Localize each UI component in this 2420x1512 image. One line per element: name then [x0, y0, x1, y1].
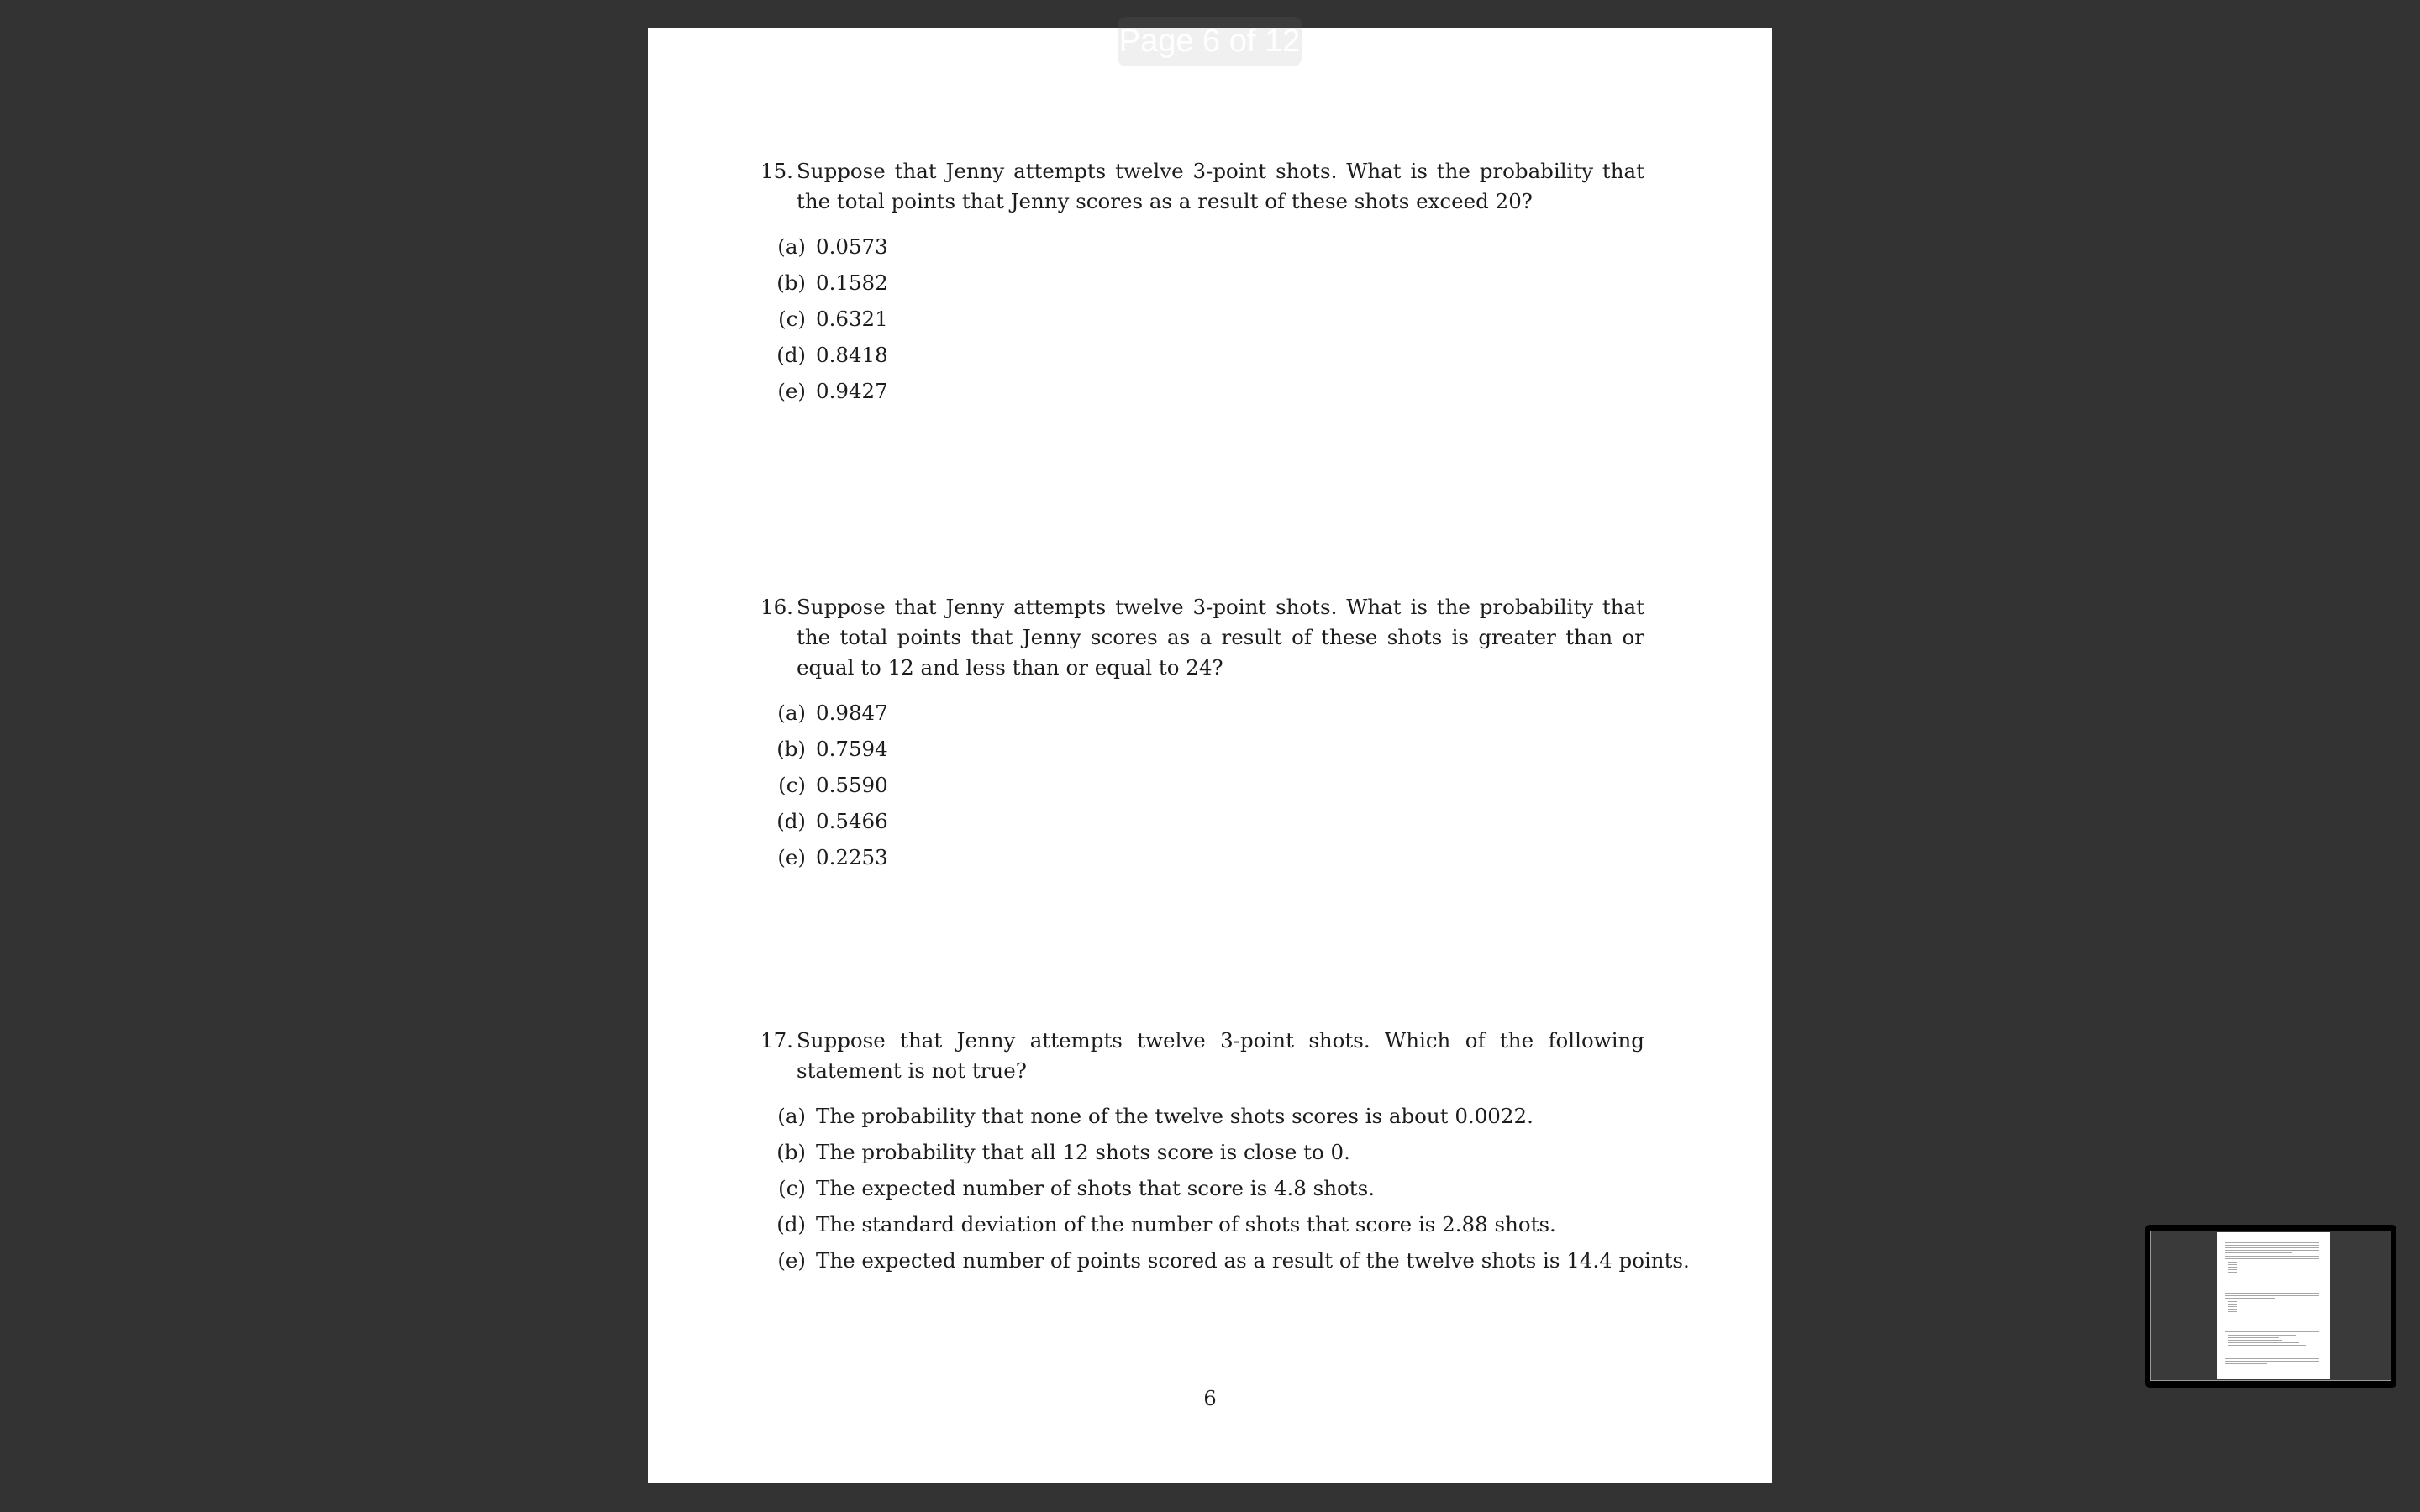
thumbnail-viewport[interactable] [2150, 1231, 2391, 1381]
option-text: 0.8418 [816, 343, 888, 367]
answer-options [760, 695, 1644, 875]
answer-option [760, 265, 1644, 301]
thumbnail-page-icon[interactable] [2217, 1232, 2330, 1379]
question-stem [760, 1026, 1644, 1086]
option-letter: (a) [777, 701, 806, 725]
document-page [648, 28, 1772, 1483]
option-letter: (c) [778, 1176, 806, 1200]
question-17 [760, 1026, 1690, 1278]
option-letter: (e) [777, 1248, 806, 1273]
answer-option [760, 1098, 1644, 1134]
option-text: 0.7594 [816, 737, 888, 761]
option-text: 0.6321 [816, 307, 888, 331]
answer-option [760, 731, 1644, 767]
answer-options [760, 1098, 1690, 1278]
question-number: 17. [760, 1028, 793, 1053]
question-number: 15. [760, 159, 793, 183]
answer-option [760, 1134, 1644, 1170]
option-letter: (c) [778, 773, 806, 797]
answer-option [760, 695, 1644, 731]
option-letter: (d) [776, 1212, 806, 1236]
option-letter: (d) [776, 343, 806, 367]
answer-option [760, 337, 1644, 373]
option-text: 0.9427 [816, 379, 888, 403]
option-text: 0.5466 [816, 809, 888, 833]
option-letter: (c) [778, 307, 806, 331]
answer-options [760, 228, 1644, 409]
option-letter: (e) [777, 845, 806, 869]
option-letter: (b) [776, 737, 806, 761]
option-text: 0.0573 [816, 234, 888, 259]
question-text: Suppose that Jenny attempts twelve 3-point shots. What is the probability that the total points that Jenny scores as a result of these shots is greater than or equal to 12 and less than or equal to 24? [797, 595, 1644, 680]
answer-option [760, 1206, 1644, 1242]
question-16 [760, 592, 1644, 875]
question-text: Suppose that Jenny attempts twelve 3-point shots. What is the probability that the total points that Jenny scores as a result of these shots exceed 20? [797, 159, 1644, 213]
answer-option [760, 1170, 1644, 1206]
option-text: The expected number of shots that score is 4.8 shots. [816, 1176, 1375, 1200]
option-text: The expected number of points scored as a result of the twelve shots is 14.4 points. [816, 1248, 1690, 1273]
answer-option [760, 839, 1644, 875]
answer-option [760, 373, 1644, 409]
option-letter: (b) [776, 1140, 806, 1164]
page-thumbnail-navigator[interactable] [2145, 1225, 2396, 1388]
question-stem [760, 156, 1644, 217]
option-letter: (b) [776, 270, 806, 295]
option-text: The standard deviation of the number of shots that score is 2.88 shots. [816, 1212, 1556, 1236]
option-text: The probability that all 12 shots score is close to 0. [816, 1140, 1350, 1164]
option-text: 0.2253 [816, 845, 888, 869]
option-letter: (a) [777, 1104, 806, 1128]
question-stem [760, 592, 1644, 683]
option-letter: (e) [777, 379, 806, 403]
question-number: 16. [760, 595, 793, 619]
page-indicator: Page 6 of 12 [1118, 17, 1302, 66]
option-text: 0.9847 [816, 701, 888, 725]
question-15 [760, 156, 1644, 409]
page-number: 6 [1203, 1387, 1217, 1410]
answer-option [760, 1242, 1690, 1278]
option-text: 0.5590 [816, 773, 888, 797]
answer-option [760, 767, 1644, 803]
option-letter: (d) [776, 809, 806, 833]
option-text: 0.1582 [816, 270, 888, 295]
question-text: Suppose that Jenny attempts twelve 3-point shots. Which of the following statement is not true? [797, 1028, 1644, 1083]
option-letter: (a) [777, 234, 806, 259]
answer-option [760, 228, 1644, 265]
answer-option [760, 803, 1644, 839]
answer-option [760, 301, 1644, 337]
option-text: The probability that none of the twelve shots scores is about 0.0022. [816, 1104, 1534, 1128]
